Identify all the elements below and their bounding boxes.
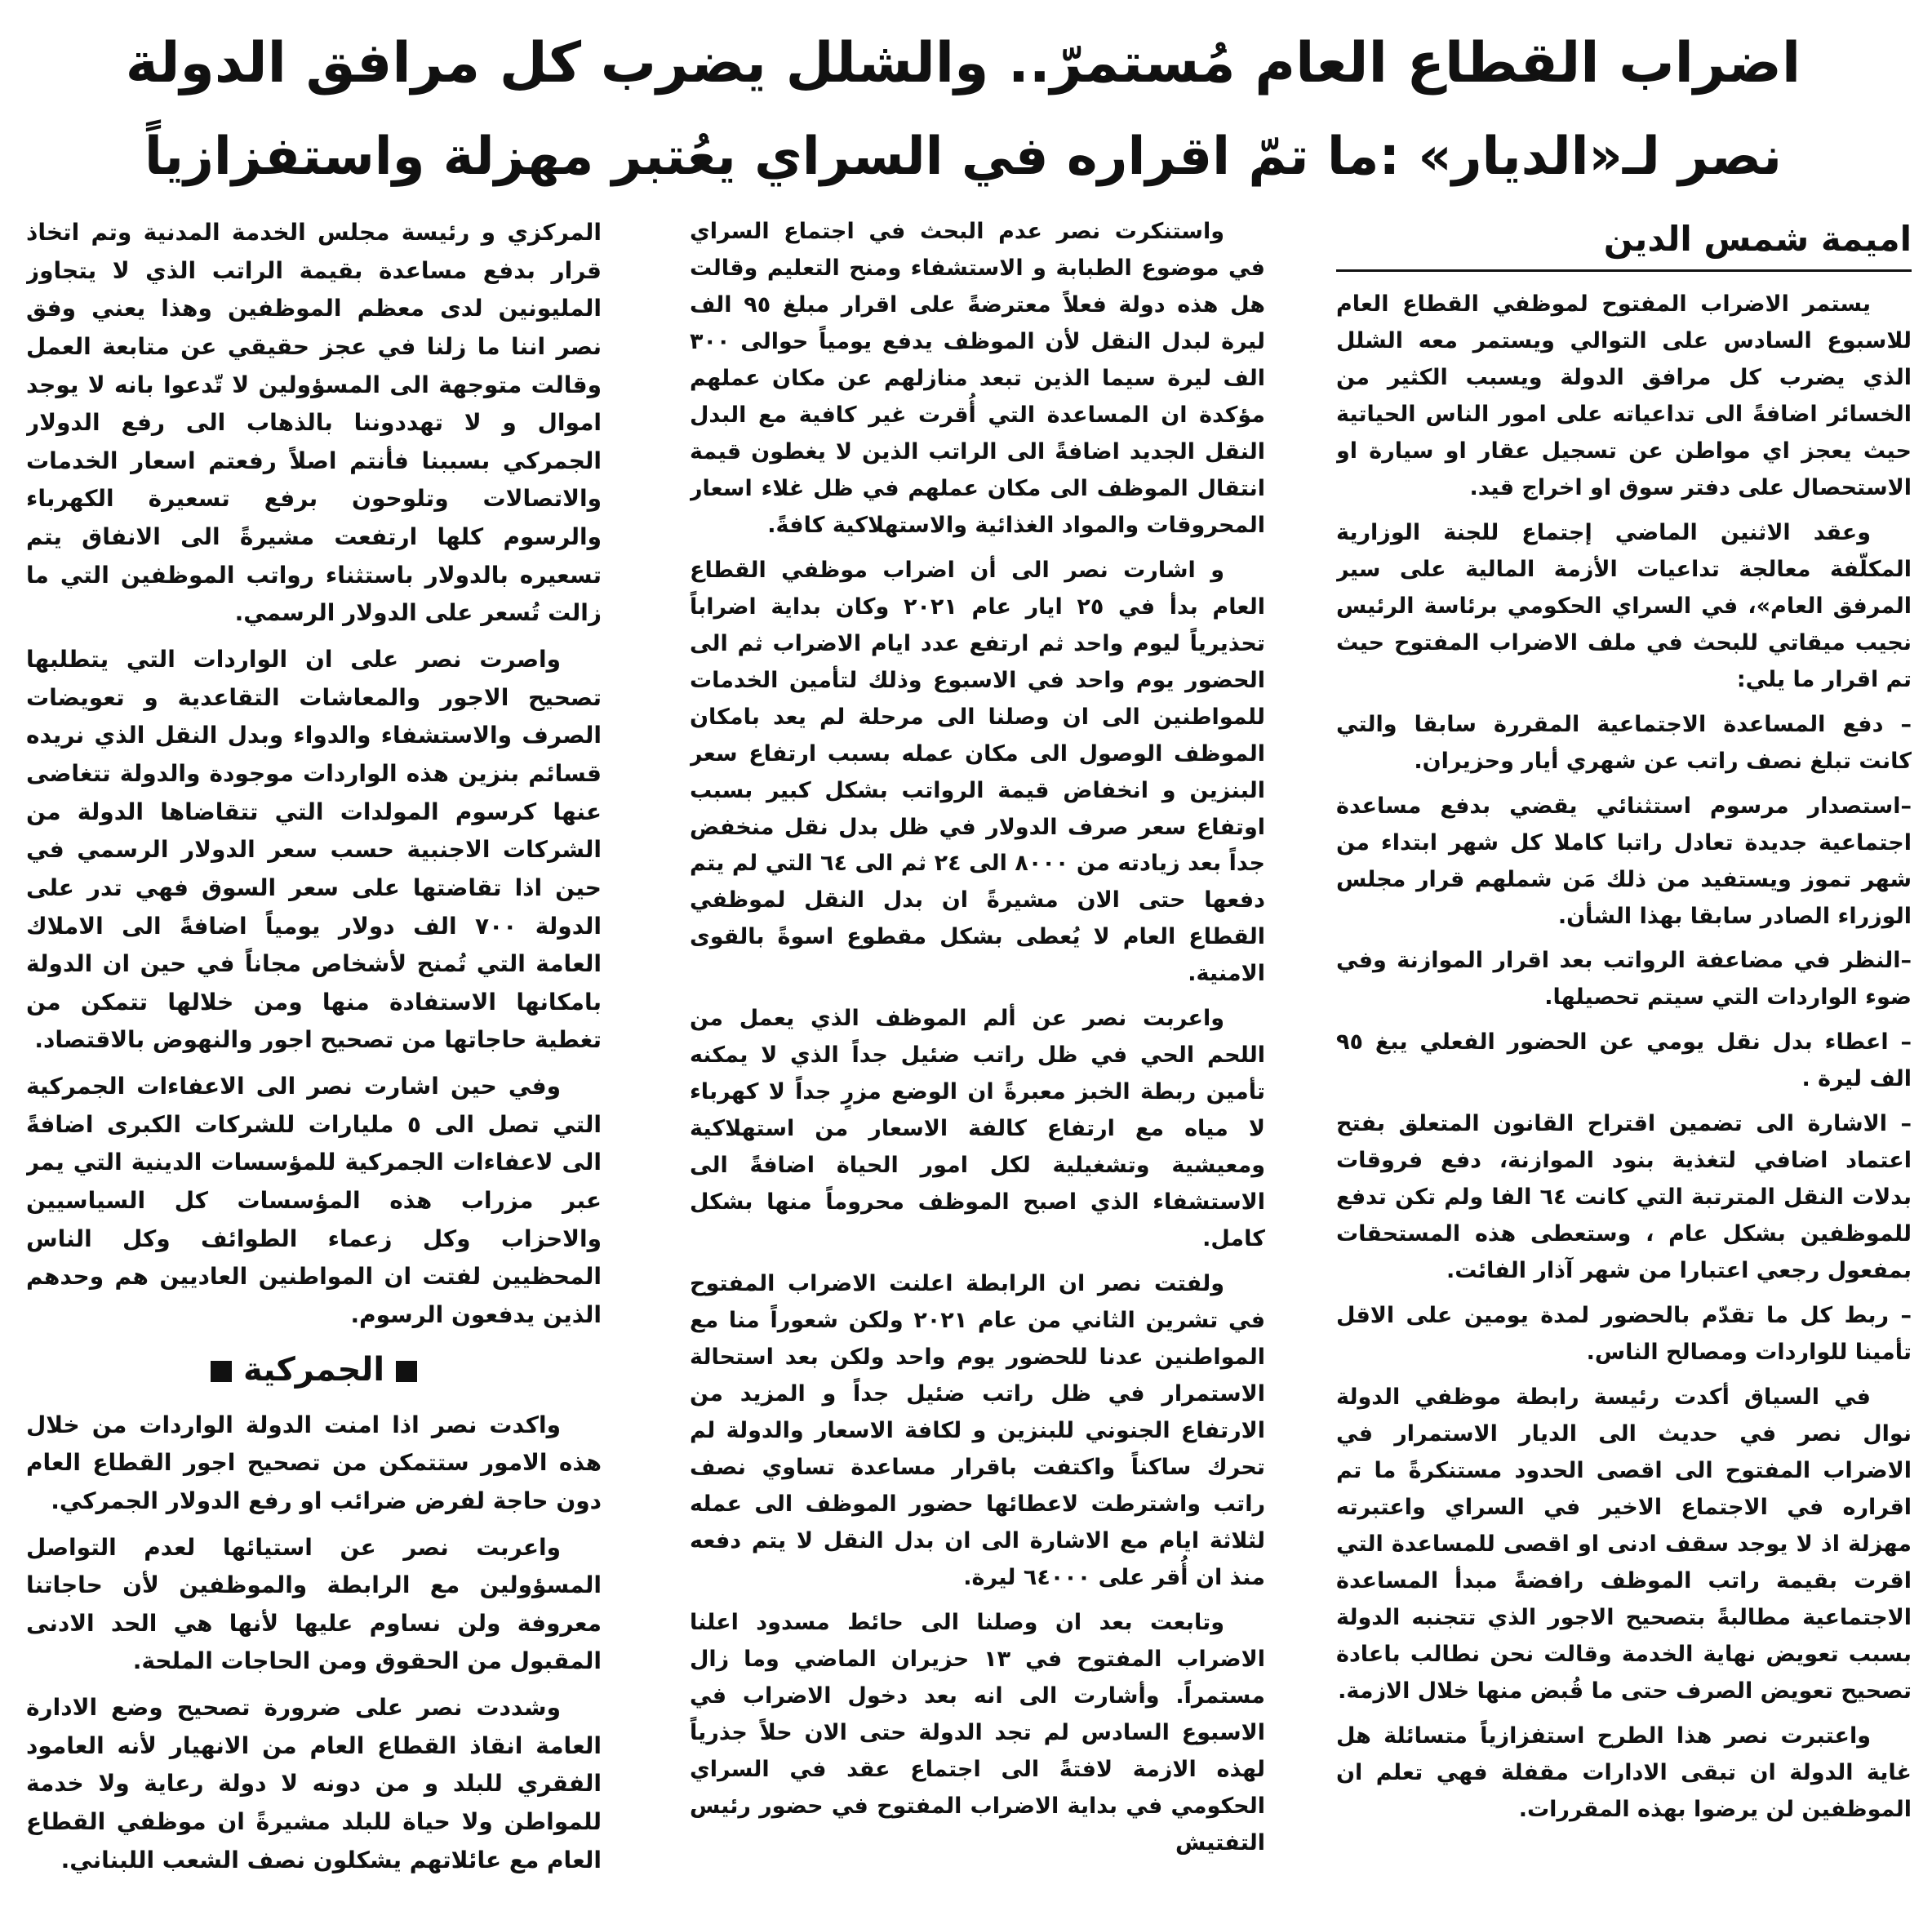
headline-line-1: اضراب القطاع العام مُستمرّ.. والشلل يضرب كل مرافق الدولة xyxy=(125,31,1801,96)
paragraph: واصرت نصر على ان الواردات التي يتطلبها تصحيح الاجور والمعاشات التقاعدية و تعويضات الصرف والاستشفاء والدواء وبدل النقل الذي نريده قسائم بنزين هذه الواردات موجودة والدولة تتغاضى عنها كرسوم المولدات التي تتقاضاها الدولة من الشركات الاجنبية حسب سعر الدولار الرسمي في حين اذا تقاضتها على سعر السوق فهي تدر على الدولة ٧٠٠ الف دولار يومياً اضافةً الى الاملاك العامة التي تُمنح لأشخاص مجاناً في حين ان الدولة بامكانها الاستفادة منها ومن خلالها تتمكن من تغطية حاجاتها من تصحيح اجور والنهوض بالاقتصاد. xyxy=(26,646,602,1054)
paragraph: يستمر الاضراب المفتوح لموظفي القطاع العام للاسبوع السادس على التوالي ويستمر معه الشلل الذي يضرب كل مرافق الدولة ويسبب الكثير من الخسائر اضافةً الى تداعياته على امور الناس الحياتية حيث يعجز اي مواطن عن تسجيل عقار او سيارة او الاستحصال على دفتر سوق او اخراج قيد. xyxy=(1336,291,1912,500)
list-item: –استصدار مرسوم استثنائي يقضي بدفع مساعدة اجتماعية جديدة تعادل راتبا كاملا كل شهر ابتداء من شهر تموز ويستفيد من ذلك مَن شملهم قرار مجلس الوزراء الصادر سابقا بهذا الشأن. xyxy=(1336,793,1912,929)
paragraph: ولفتت نصر ان الرابطة اعلنت الاضراب المفتوح في تشرين الثاني من عام ٢٠٢١ ولكن شعوراً منا مع المواطنين عدنا للحضور يوم واحد ولكن بعد استحالة الاستمرار في ظل راتب ضئيل جداً و المزيد من الارتفاع الجنوني للبنزين و لكافة الاسعار والدولة لم تحرك ساكناً واكتفت باقرار مساعدة تساوي نصف راتب واشترطت لاعطائها حضور الموظف الى عمله لثلاثة ايام مع الاشارة الى ان بدل النقل لا يتم دفعه منذ ان أُقر على ٦٤٠٠٠ ليرة. xyxy=(690,1271,1265,1590)
paragraph: واستنكرت نصر عدم البحث في اجتماع السراي في موضوع الطبابة و الاستشفاء ومنح التعليم وقالت هل هذه دولة فعلاً معترضةً على اقرار مبلغ ٩٥ الف ليرة لبدل النقل لأن الموظف يدفع يومياً حوالى ٣٠٠ الف ليرة سيما الذين تبعد منازلهم عن مكان عملهم مؤكدة ان المساعدة التي أُقرت غير كافية مع البدل النقل الجديد اضافةً الى الراتب الذين لا يغطون قيمة انتقال الموظف الى مكان عملهم في ظل غلاء اسعار المحروقات والمواد الغذائية والاستهلاكية كافةً. xyxy=(690,219,1265,538)
list-item: –النظر في مضاعفة الرواتب بعد اقرار الموازنة وفي ضوء الواردات التي سيتم تحصيلها. xyxy=(1336,948,1912,1011)
paragraph: واكدت نصر اذا امنت الدولة الواردات من خلال هذه الامور ستتمكن من تصحيح اجور القطاع العام دون حاجة لفرض ضرائب او رفع الدولار الجمركي. xyxy=(26,1411,602,1514)
square-bullet-icon xyxy=(396,1361,417,1382)
list-item: – الاشارة الى تضمين اقتراح القانون المتعلق بفتح اعتماد اضافي لتغذية بنود الموازنة، دفع فروقات بدلات النقل المترتبة التي كانت ٦٤ الفا ولم تكن تدفع للموظفين بشكل عام ، وستعطى هذه المستحقات بمفعول رجعي اعتبارا من شهر آذار الفائت. xyxy=(1336,1111,1912,1284)
paragraph: واعربت نصر عن استيائها لعدم التواصل المسؤولين مع الرابطة والموظفين لأن حاجاتنا معروفة ولن نساوم عليها لأنها هي الحد الادنى المقبول من الحقوق ومن الحاجات الملحة. xyxy=(26,1533,602,1675)
paragraph: و اشارت نصر الى أن اضراب موظفي القطاع العام بدأ في ٢٥ ايار عام ٢٠٢١ وكان بداية اضراباً تحذيرياً ليوم واحد ثم ارتفع عدد ايام الاضراب ثم الى الحضور يوم واحد في الاسبوع وذلك لتأمين الخدمات للمواطنين الى ان وصلنا الى مرحلة لم يعد بامكان الموظف الوصول الى مكان عمله بسبب ارتفاع سعر البنزين و انخفاض قيمة الرواتب بشكل كبير بسبب اوتفاع سعر صرف الدولار في ظل بدل نقل منخفض جداً بعد زيادته من ٨٠٠٠ الى ٢٤ ثم الى ٦٤ التي لم يتم دفعها حتى الان مشيرةً ان بدل النقل لموظفي القطاع العام لا يُعطى بشكل مقطوع اسوةً بالقوى الامنية. xyxy=(690,557,1265,987)
article-column-1 xyxy=(1336,214,1912,1924)
article-column-3 xyxy=(26,214,602,1924)
paragraph: وعقد الاثنين الماضي إجتماع للجنة الوزارية المكلّفة معالجة تداعيات الأزمة المالية على سير المرفق العام»، في السراي الحكومي برئاسة الرئيس نجيب ميقاتي للبحث في ملف الاضراب المفتوح حيث تم اقرار ما يلي: xyxy=(1336,519,1912,692)
paragraph: واعربت نصر عن ألم الموظف الذي يعمل من اللحم الحي في ظل راتب ضئيل جداً الذي لا يمكنه تأمين ربطة الخبز معبرةً ان الوضع مزرٍ جداً لا كهرباء لا مياه مع ارتفاع كالفة الاسعار من استهلاكية ومعيشية وتشغيلية لكل امور الحياة اضافةً الى الاستشفاء الذي اصبح الموظف محروماً منها بشكل كامل. xyxy=(690,1006,1265,1252)
article-column-2 xyxy=(690,214,1265,1924)
headline-line-2: نصر لـ«الديار» :ما تمّ اقراره في السراي يعُتبر مهزلة واستفزازياً xyxy=(144,127,1782,187)
paragraph: في السياق أكدت رئيسة رابطة موظفي الدولة نوال نصر في حديث الى الديار الاستمرار في الاضراب المفتوح الى اقصى الحدود مستنكرةً ما تم اقراره في الاجتماع الاخير في السراي واعتبرته مهزلة اذ لا يوجد سقف ادنى او اقصى للمساعدة التي اقرت بقيمة راتب الموظف رافضةً مبدأ المساعدة الاجتماعية مطالبةً بتصحيح الاجور الذي تتجنبه الدولة بسبب تعويض نهاية الخدمة وقالت نحن نطالب باعادة تصحيح تعويض الصرف حتى ما قُبض منها خلال الازمة. xyxy=(1336,1385,1912,1704)
paragraph: واعتبرت نصر هذا الطرح استفزازياً متسائلة هل غاية الدولة ان تبقى الادارات مقفلة فهي تعلم ان الموظفين لن يرضوا بهذه المقررات. xyxy=(1336,1722,1912,1822)
paragraph: وفي حين اشارت نصر الى الاعفاءات الجمركية التي تصل الى ٥ مليارات للشركات الكبرى اضافةً الى لاعفاءات الجمركية للمؤسسات الدينية التي يمر عبر مزراب هذه المؤسسات كل السياسيين والاحزاب وكل زعماء الطوائف وكل الناس المحظيين لفتت ان المواطنين العاديين هم وحدهم الذين يدفعون الرسوم. xyxy=(26,1073,602,1328)
paragraph: وشددت نصر على ضرورة تصحيح وضع الادارة العامة انقاذ القطاع العام من الانهيار لأنه العامود الفقري للبلد و من دونه لا دولة رعاية ولا خدمة للمواطن ولا حياة للبلد مشيرةً ان موظفي القطاع العام مع عائلاتهم يشكلون نصف الشعب اللبناني. xyxy=(26,1694,602,1873)
list-item: – دفع المساعدة الاجتماعية المقررة سابقا والتي كانت تبلغ نصف راتب عن شهري أيار وحزيران. xyxy=(1336,711,1912,774)
paragraph: وتابعت بعد ان وصلنا الى حائط مسدود اعلنا الاضراب المفتوح في ١٣ حزيران الماضي وما زال مستمراً. وأشارت الى انه بعد دخول الاضراب في الاسبوع السادس لم تجد الدولة حتى الان حلاً جذرياً لهذه الازمة لافتةً الى اجتماع عقد في السراي الحكومي في بداية الاضراب المفتوح في حضور رئيس التفتيش xyxy=(690,1609,1265,1856)
subhead-text: الجمركية xyxy=(242,1350,385,1389)
section-subhead xyxy=(26,1345,602,1395)
paragraph: المركزي و رئيسة مجلس الخدمة المدنية وتم اتخاذ قرار بدفع مساعدة بقيمة الراتب الذي لا يتجاوز المليونين لدى معظم الموظفين وهذا يعني وفق نصر اننا ما زلنا في عجز حقيقي عن متابعة العمل وقالت متوجهة الى المسؤولين لا تّدعوا بانه لا يوجد اموال و لا تهددوننا بالذهاب الى رفع الدولار الجمركي بسببنا فأنتم اصلاً رفعتم اسعار الخدمات والاتصالات وتلوحون برفع تسعيرة الكهرباء والرسوم كلها ارتفعت مشيرةً الى الانفاق يتم تسعيره بالدولار باستثناء رواتب الموظفين التي ما زالت تُسعر على الدولار الرسمي. xyxy=(26,219,602,627)
square-bullet-icon xyxy=(211,1361,232,1382)
list-item: – اعطاء بدل نقل يومي عن الحضور الفعلي يبغ ٩٥ الف ليرة . xyxy=(1336,1029,1912,1092)
list-item: – ربط كل ما تقدّم بالحضور لمدة يومين على الاقل تأمينا للواردات ومصالح الناس. xyxy=(1336,1303,1912,1366)
byline: اميمة شمس الدين xyxy=(1336,214,1912,272)
